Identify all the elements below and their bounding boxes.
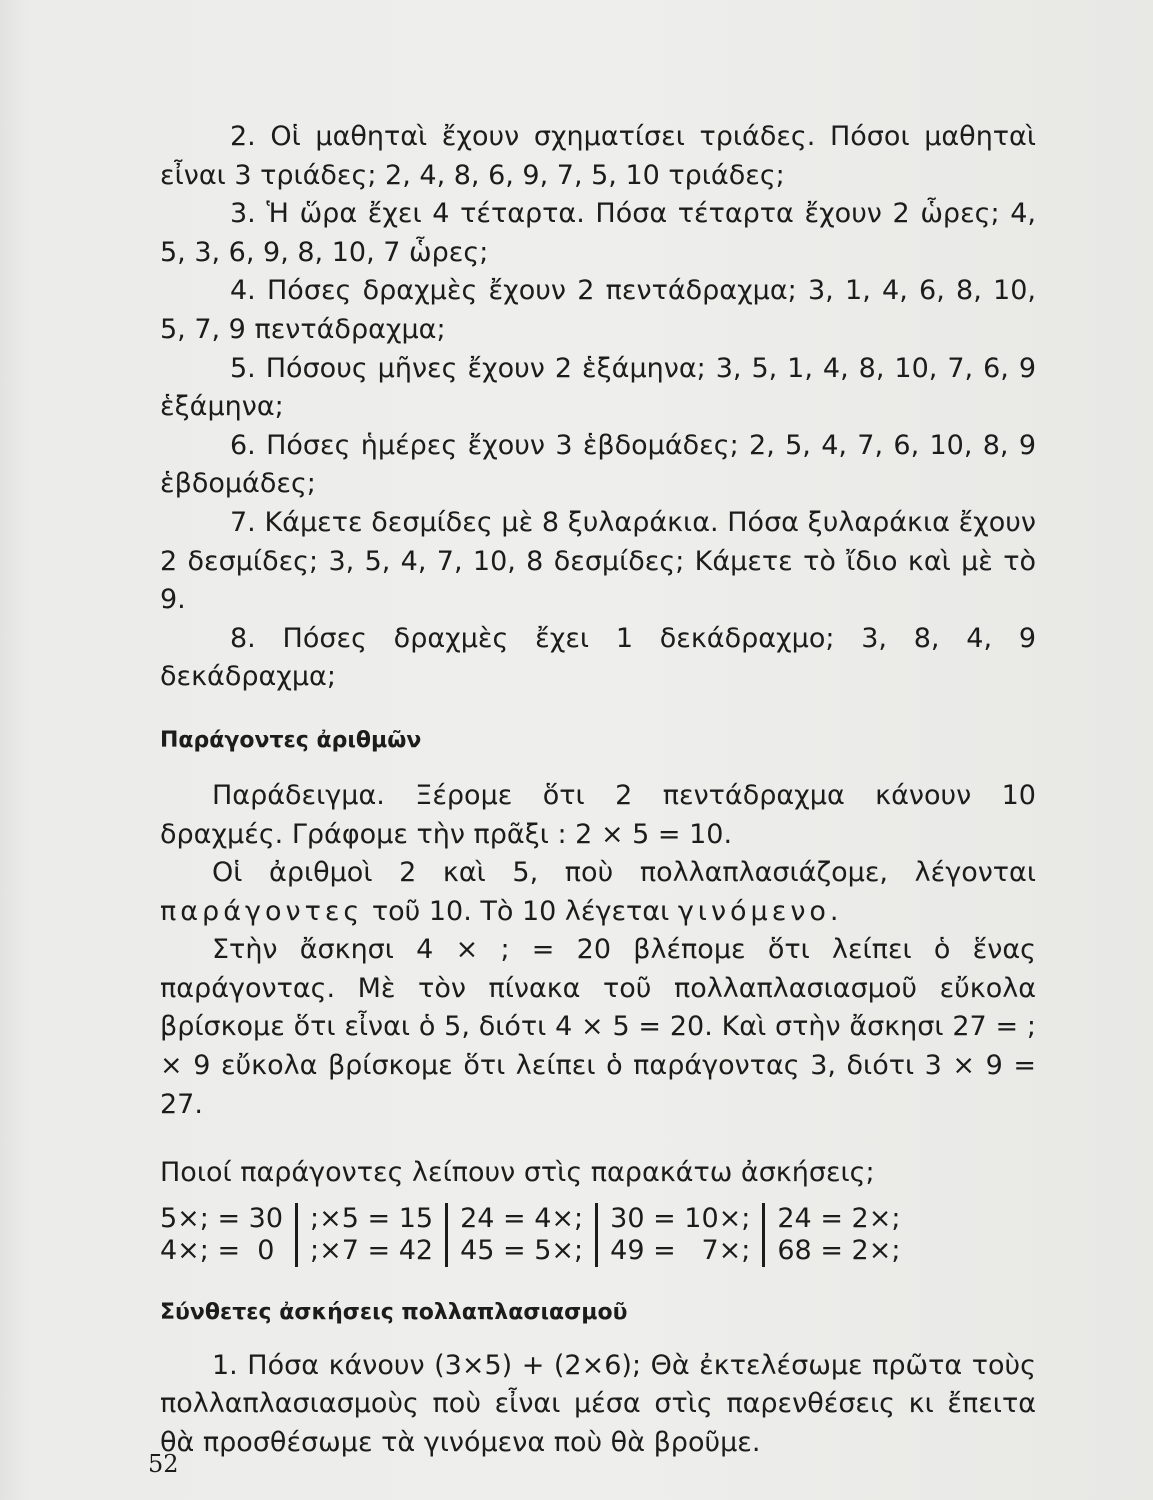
problem-7: 7. Κάμετε δεσμίδες μὲ 8 ξυλαράκια. Πόσα ξυλαράκια ἔχουν 2 δεσμίδες; 3, 5, 4, 7, 10, 8 δεσμίδες; Κάμετε τὸ ἴδιο καὶ μὲ τὸ 9.	[160, 506, 1036, 616]
exercise-item: 45 = 5×;	[460, 1234, 584, 1266]
exercise-item: 24 = 2×;	[777, 1202, 901, 1234]
exercise-grid	[160, 1203, 1036, 1267]
exercise-item: 49 = 7×;	[610, 1234, 751, 1266]
definition-paragraph	[160, 854, 1036, 931]
page-content	[160, 118, 1036, 1463]
compound-exercise-1: 1. Πόσα κάνουν (3×5) + (2×6); Θὰ ἐκτελέσωμε πρῶτα τοὺς πολλαπλασιασμοὺς ποὺ εἶναι μέσα στὶς παρενθέσεις κι ἔπειτα θὰ προσθέσωμε τὰ γινόμενα ποὺ θὰ βροῦμε.	[160, 1349, 1036, 1459]
exercise-column	[595, 1203, 762, 1267]
definition-text-a: Οἱ ἀριθμοὶ 2 καὶ 5, ποὺ πολλαπλασιάζομε, λέγονται	[212, 857, 1036, 889]
exercise-column	[762, 1203, 912, 1267]
section-heading-compound: Σύνθετες ἀσκήσεις πολλαπλασιασμοῦ	[160, 1299, 628, 1325]
problem-5: 5. Πόσους μῆνες ἔχουν 2 ἑξάμηνα; 3, 5, 1, 4, 8, 10, 7, 6, 9 ἑξάμηνα;	[160, 352, 1036, 423]
exercise-item: ;×5 = 15	[310, 1202, 434, 1234]
definition-text-b: τοῦ 10. Τὸ 10 λέγεται	[371, 895, 670, 927]
exercise-item: 30 = 10×;	[610, 1202, 751, 1234]
problem-6: 6. Πόσες ἡμέρες ἔχουν 3 ἑβδομάδες; 2, 5, 4, 7, 6, 10, 8, 9 ἑβδομάδες;	[160, 429, 1036, 500]
problem-2: 2. Οἱ μαθηταὶ ἔχουν σχηματίσει τριάδες. Πόσοι μαθηταὶ εἶναι 3 τριάδες; 2, 4, 8, 6, 9, 7, 5, 10 τριάδες;	[160, 121, 1036, 191]
exercise-item: 24 = 4×;	[460, 1202, 584, 1234]
exercise-column	[445, 1203, 595, 1267]
exercise-column	[160, 1203, 295, 1267]
term-product: γινόμενο.	[677, 895, 843, 927]
exercise-item: 5×; = 30	[160, 1202, 284, 1234]
term-factors: παράγοντες	[160, 895, 364, 927]
section-heading-factors: Παράγοντες ἀριθμῶν	[160, 727, 422, 753]
problem-8: 8. Πόσες δραχμὲς ἔχει 1 δεκάδραχμο; 3, 8, 4, 9 δεκάδραχμα;	[160, 622, 1036, 693]
exercise-question: Ποιοί παράγοντες λείπουν στὶς παρακάτω ἀσκήσεις;	[160, 1157, 875, 1189]
explanation-paragraph: Στὴν ἄσκησι 4 × ; = 20 βλέπομε ὅτι λείπει ὁ ἕνας παράγοντας. Μὲ τὸν πίνακα τοῦ πολλαπλασιασμοῦ εὔκολα βρίσκομε ὅτι εἶναι ὁ 5, διότι 4 × 5 = 20. Καὶ στὴν ἄσκησι 27 = ; × 9 εὔκολα βρίσκομε ὅτι λείπει ὁ παράγοντας 3, διότι 3 × 9 = 27.	[160, 934, 1036, 1120]
exercise-item: 4×; = 0	[160, 1234, 275, 1266]
problem-4: 4. Πόσες δραχμὲς ἔχουν 2 πεντάδραχμα; 3, 1, 4, 6, 8, 10, 5, 7, 9 πεντάδραχμα;	[160, 275, 1036, 345]
exercise-item: ;×7 = 42	[310, 1234, 434, 1266]
problem-3: 3. Ἡ ὥρα ἔχει 4 τέταρτα. Πόσα τέταρτα ἔχουν 2 ὧρες; 4, 5, 3, 6, 9, 8, 10, 7 ὧρες;	[160, 198, 1036, 268]
example-paragraph: Παράδειγμα. Ξέρομε ὅτι 2 πεντάδραχμα κάνουν 10 δραχμές. Γράφομε τὴν πρᾶξι : 2 × 5 = 10.	[160, 779, 1036, 850]
page-number: 52	[148, 1450, 179, 1478]
exercise-item: 68 = 2×;	[777, 1234, 901, 1266]
exercise-column	[295, 1203, 445, 1267]
